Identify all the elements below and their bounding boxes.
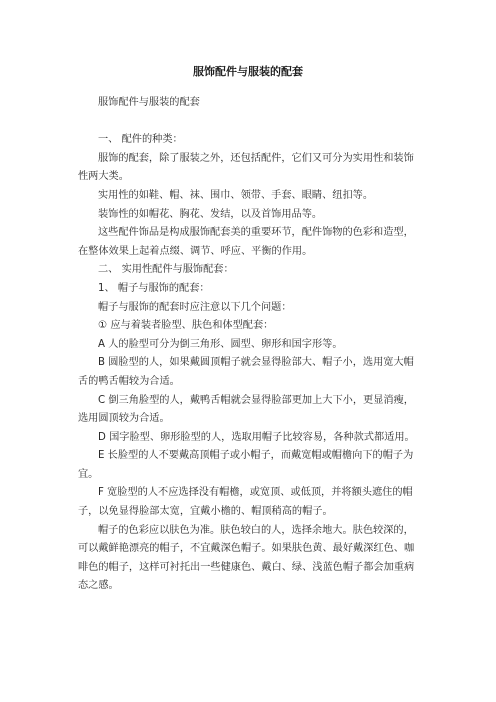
list-item: F 宽脸型的人不应选择没有帽檐，或宽顶、或低顶，并将额头遮住的帽子，以免显得脸部太宽，宜戴小檐的、帽顶稍高的帽子。 [78, 487, 413, 518]
body-paragraph: 这些配件饰品是构成服饰配套美的重要环节，配件饰物的色彩和造型，在整体效果上起着点缀、调节、呼应、平衡的作用。 [78, 227, 414, 257]
document-title: 服饰配件与服装的配套 [193, 65, 303, 78]
body-paragraph: 帽子的色彩应以肤色为准。肤色较白的人，选择余地大。肤色较深的，可以戴鲜艳漂亮的帽子，不宜戴深色帽子。如果肤色黄、最好戴深红色、咖啡色的帽子，这样可衬托出一些健康色、戴白、绿、浅蓝色帽子都会加重病态之感。 [78, 524, 415, 592]
subsection-heading-hats: 1、 帽子与服饰的配套： [98, 282, 210, 294]
body-paragraph: 装饰性的如帽花、胸花、发结，以及首饰用品等。 [98, 208, 323, 220]
list-item: A 人的脸型可分为倒三角形、圆型、卵形和国字形等。 [98, 338, 343, 350]
body-paragraph: 实用性的如鞋、帽、袜、围巾、领带、手套、眼睛、纽扣等。 [98, 189, 374, 201]
list-item: B 圆脸型的人，如果戴圆顶帽子就会显得脸部大、帽子小，选用宽大帽舌的鸭舌帽较为合适。 [78, 357, 414, 387]
list-heading: ① 应与着装者脸型、肤色和体型配套： [98, 320, 274, 332]
subtitle-paragraph: 服饰配件与服装的配套 [98, 97, 200, 108]
list-item: D 国字脸型、卵形脸型的人，选取用帽子比较容易，各种款式都适用。 [98, 431, 415, 443]
section-heading-accessory-types: 一、 配件的种类： [98, 134, 183, 146]
list-item: C 倒三角脸型的人，戴鸭舌帽就会显得脸部更加上大下小，更显消瘦，选用圆顶较为合适。 [78, 394, 414, 425]
document-body [78, 94, 418, 596]
body-paragraph: 服饰的配套，除了服装之外，还包括配件，它们又可分为实用性和装饰性两大类。 [78, 152, 414, 183]
body-paragraph: 帽子与服饰的配套时应注意以下几个问题： [98, 301, 292, 313]
list-item: E 长脸型的人不要戴高顶帽子或小帽子，而戴宽帽或帽檐向下的帽子为宜。 [78, 450, 414, 480]
section-heading-practical-accessories: 二、 实用性配件与服饰配套： [98, 264, 234, 276]
